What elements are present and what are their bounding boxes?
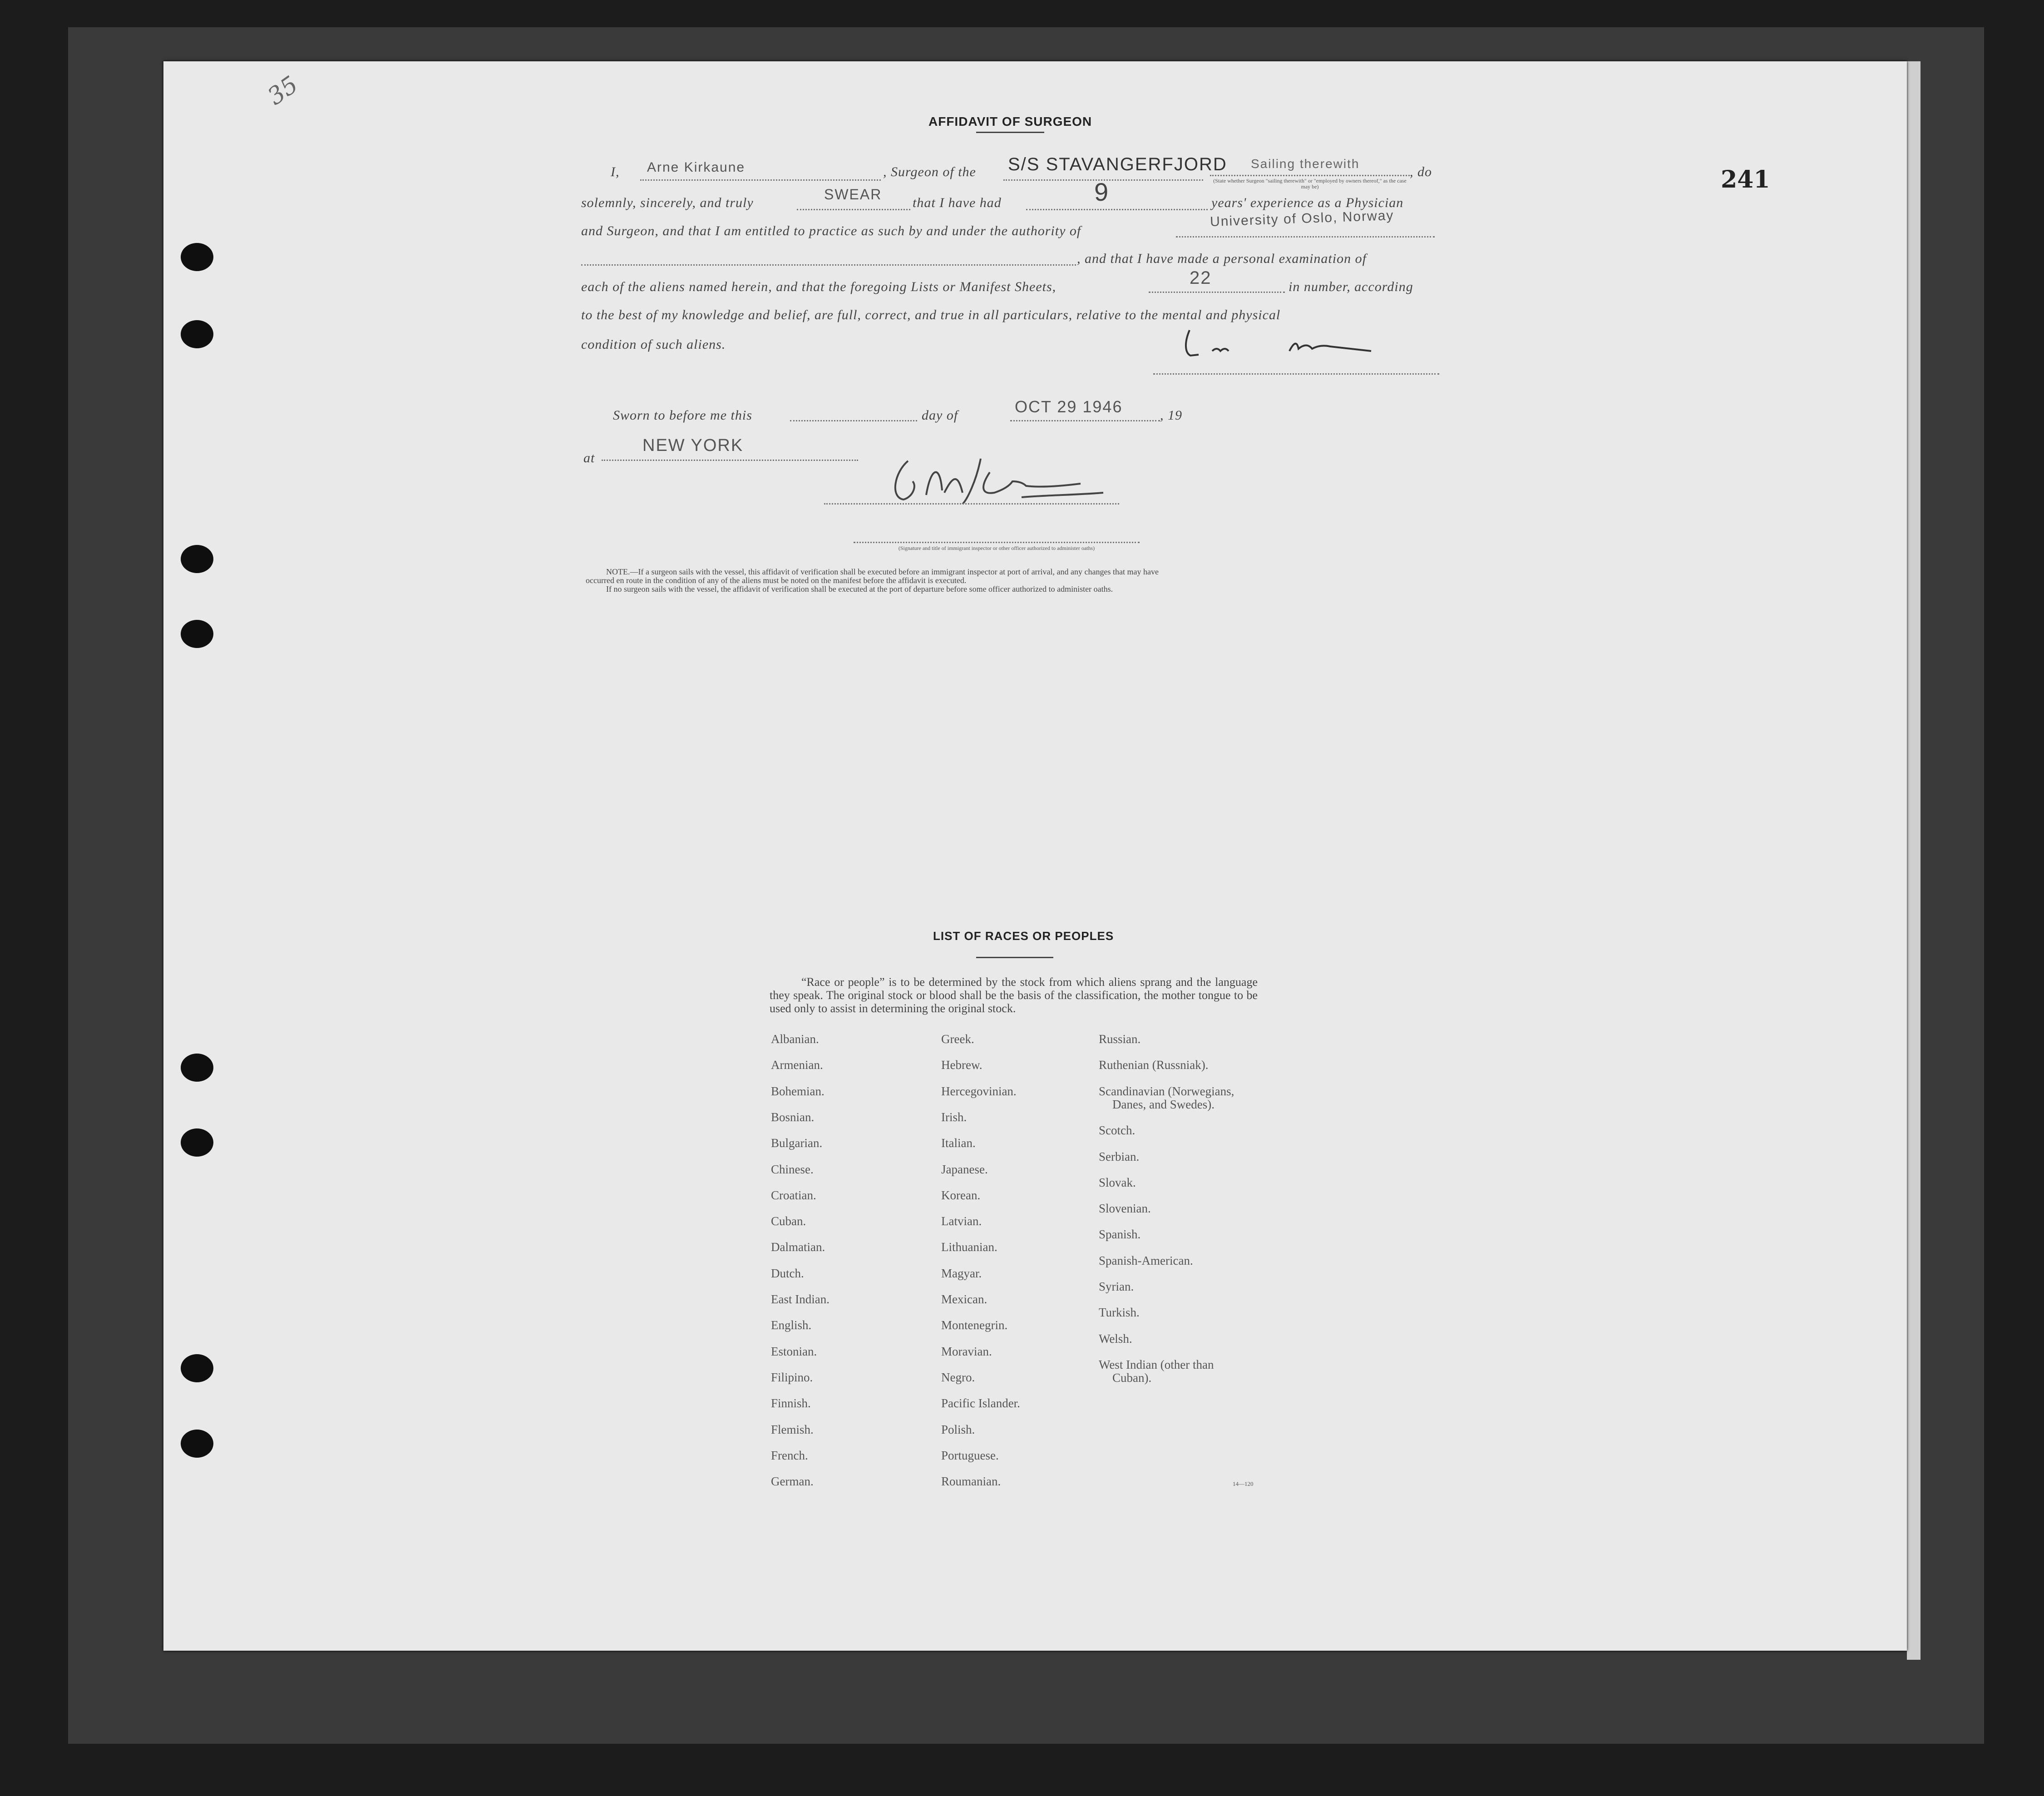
date-line (1010, 420, 1160, 421)
races-heading-rule (976, 957, 1053, 958)
race-item: Cuban. (771, 1214, 806, 1228)
race-item: Hebrew. (941, 1058, 983, 1072)
at-label: at (583, 450, 595, 465)
race-item: Estonian. (771, 1344, 817, 1358)
race-item: Negro. (941, 1370, 975, 1384)
binder-hole (181, 1430, 213, 1458)
oath-line (797, 209, 910, 210)
race-item: French. (771, 1448, 808, 1462)
signature-line (1153, 373, 1439, 375)
race-item: Chinese. (771, 1162, 814, 1176)
knowledge-text: to the best of my knowledge and belief, are full, correct, and true in all particulars, relative to the mental and physical (581, 307, 1281, 322)
race-item: Albanian. (771, 1032, 819, 1046)
race-item: West Indian (other than (1099, 1357, 1214, 1371)
race-item: Hercegovinian. (941, 1084, 1017, 1098)
race-item: Mexican. (941, 1292, 987, 1306)
race-item: Bohemian. (771, 1084, 825, 1098)
note-line-3: If no surgeon sails with the vessel, the affidavit of verification shall be executed at the port of departure before some officer authorized to administer oaths. (606, 584, 1113, 594)
sailing-line (1210, 175, 1410, 176)
sworn-label: Sworn to before me this (613, 408, 752, 423)
sheets-value: 22 (1190, 268, 1212, 288)
race-item: Dalmatian. (771, 1240, 825, 1254)
race-item: Lithuanian. (941, 1240, 997, 1254)
document-page (163, 61, 1907, 1651)
place-line (602, 460, 858, 461)
race-item: Roumanian. (941, 1474, 1001, 1489)
officer-signature-line (824, 503, 1119, 505)
race-item: Magyar. (941, 1266, 982, 1280)
race-item: Croatian. (771, 1188, 816, 1202)
oath-value: SWEAR (824, 186, 882, 203)
race-item: Finnish. (771, 1396, 811, 1410)
surgeon-name: Arne Kirkaune (647, 160, 746, 175)
date-stamp: OCT 29 1946 (1015, 397, 1123, 416)
binder-hole (181, 1054, 213, 1082)
race-item: Danes, and Swedes). (1112, 1097, 1215, 1111)
race-item: Welsh. (1099, 1331, 1132, 1346)
race-item: Latvian. (941, 1214, 982, 1228)
years-label: years' experience as a Physician (1211, 195, 1404, 210)
race-item: Serbian. (1099, 1149, 1140, 1163)
intro-i: I, (611, 164, 620, 179)
note-line-1: NOTE.—If a surgeon sails with the vessel, this affidavit of verification shall be executed before an immigrant inspector at port of arrival, and any changes that may have (606, 567, 1159, 576)
race-item: Montenegrin. (941, 1318, 1008, 1332)
race-item: Korean. (941, 1188, 981, 1202)
race-item: Ruthenian (Russniak). (1099, 1058, 1209, 1072)
officer-caption: (Signature and title of immigrant inspector or other officer authorized to administer oaths) (898, 545, 1095, 551)
binder-hole (181, 1354, 213, 1382)
have-had-label: that I have had (913, 195, 1002, 210)
race-item: German. (771, 1474, 814, 1489)
sailing-status: Sailing therewith (1251, 157, 1360, 171)
race-item: Turkish. (1099, 1306, 1140, 1320)
race-item: East Indian. (771, 1292, 829, 1306)
sailing-hint: (State whether Surgeon "sailing therewith" or "employed by owners thereof," as the case may be) (1213, 178, 1407, 190)
races-intro: “Race or people” is to be determined by the stock from which aliens sprang and the language they speak. The original stock or blood shall be the basis of the classification, the mother tongue to be used only to assist in determining the original stock. (770, 975, 1258, 1015)
authority-label: and Surgeon, and that I am entitled to practice as such by and under the authority of (581, 223, 1081, 238)
race-item: Filipino. (771, 1370, 813, 1384)
heading-underline (976, 132, 1044, 133)
race-item: Slovenian. (1099, 1202, 1151, 1216)
century-label: , 19 (1160, 408, 1182, 423)
note-line-2: occurred en route in the condition of any of the aliens must be noted on the manifest before the affidavit is executed. (586, 576, 967, 585)
condition-text: condition of such aliens. (581, 337, 726, 352)
margin-note: 35 (262, 71, 303, 111)
place-value: NEW YORK (642, 436, 744, 455)
officer-signature (890, 454, 1117, 509)
surgeon-of-label: , Surgeon of the (883, 164, 976, 179)
solemnly-label: solemnly, sincerely, and truly (581, 195, 754, 210)
race-item: Japanese. (941, 1162, 988, 1176)
vessel-name: S/S STAVANGERFJORD (1008, 154, 1227, 174)
years-value: 9 (1094, 178, 1110, 206)
race-item: Dutch. (771, 1266, 804, 1280)
race-item: Greek. (941, 1032, 974, 1046)
race-item: English. (771, 1318, 812, 1332)
race-item: Slovak. (1099, 1175, 1136, 1189)
officer-caption-line (854, 542, 1140, 543)
binder-hole (181, 1128, 213, 1157)
page-number: 241 (1721, 166, 1770, 193)
race-item: Italian. (941, 1136, 976, 1150)
do-label: , do (1410, 164, 1432, 179)
race-item: Scandinavian (Norwegians, (1099, 1084, 1234, 1098)
authority-line (1176, 236, 1435, 237)
race-item: Moravian. (941, 1344, 992, 1358)
race-item: Spanish-American. (1099, 1253, 1193, 1267)
form-code: 14—120 (1233, 1480, 1254, 1487)
sworn-day-line (790, 420, 917, 421)
race-item: Scotch. (1099, 1123, 1136, 1138)
race-item: Bulgarian. (771, 1136, 823, 1150)
race-item: Russian. (1099, 1032, 1141, 1046)
surgeon-signature (1180, 325, 1398, 370)
examination-label: , and that I have made a personal examination of (1077, 251, 1367, 266)
affidavit-heading: AFFIDAVIT OF SURGEON (928, 114, 1092, 129)
race-item: Bosnian. (771, 1110, 815, 1124)
authority-continued-line (581, 264, 1076, 266)
paper-edge (1907, 61, 1921, 1660)
race-item: Spanish. (1099, 1227, 1141, 1242)
binder-hole (181, 243, 213, 271)
surgeon-name-line (640, 179, 881, 181)
race-item: Pacific Islander. (941, 1396, 1020, 1410)
race-item: Armenian. (771, 1058, 823, 1072)
race-item: Polish. (941, 1422, 975, 1436)
sheets-line (1149, 292, 1285, 293)
race-item: Portuguese. (941, 1448, 999, 1462)
years-line (1026, 209, 1208, 210)
manifest-label: each of the aliens named herein, and that the foregoing Lists or Manifest Sheets, (581, 279, 1057, 294)
day-of-label: day of (922, 408, 958, 423)
binder-hole (181, 620, 213, 648)
race-item: Irish. (941, 1110, 967, 1124)
race-item: Cuban). (1112, 1371, 1152, 1385)
binder-hole (181, 545, 213, 573)
races-heading: LIST OF RACES OR PEOPLES (933, 929, 1114, 943)
authority-value: University of Oslo, Norway (1210, 208, 1394, 230)
race-item: Flemish. (771, 1422, 814, 1436)
in-number-label: in number, according (1289, 279, 1413, 294)
binder-hole (181, 320, 213, 348)
race-item: Syrian. (1099, 1280, 1134, 1293)
